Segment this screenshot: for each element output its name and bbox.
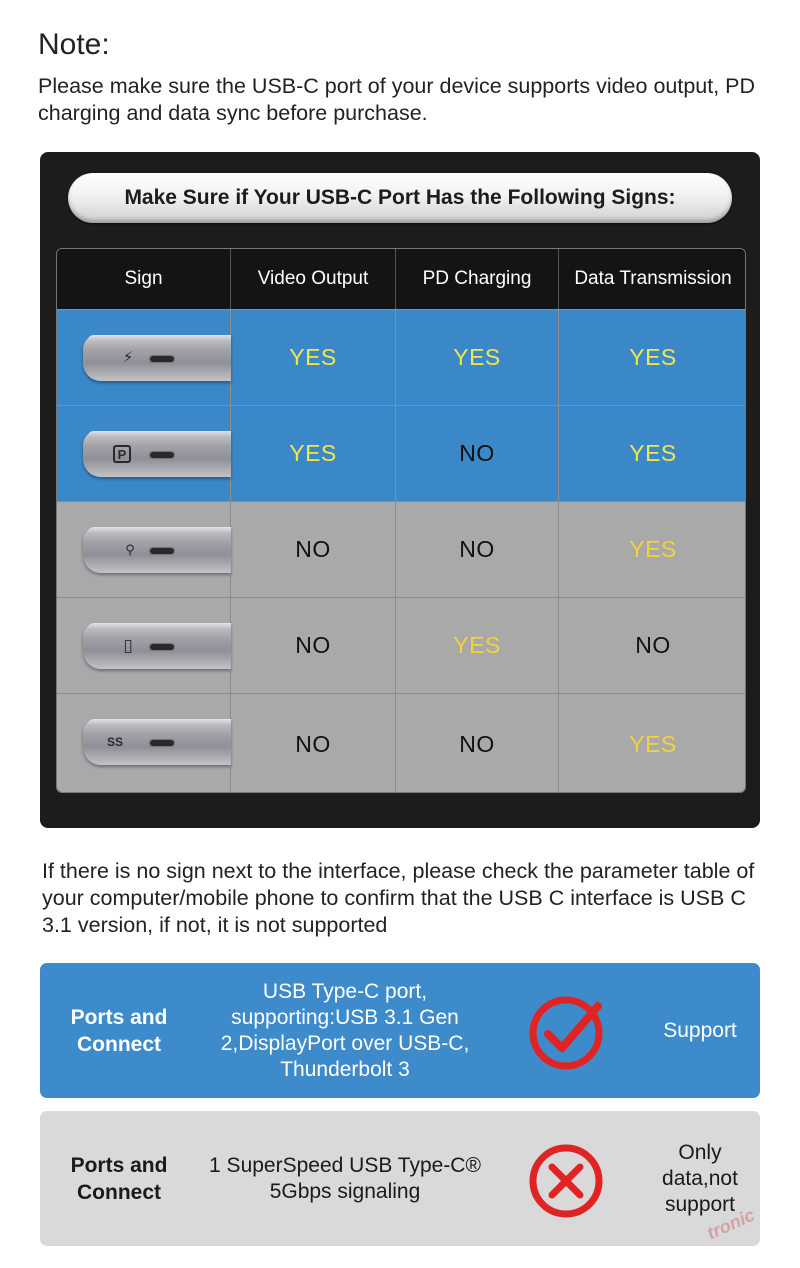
card-label: Ports and Connect (70, 1153, 168, 1204)
ss-usb-icon: SS (106, 735, 123, 749)
sign-cell (57, 406, 231, 501)
usb-c-port (149, 547, 175, 555)
compatibility-note: If there is no sign next to the interface, please check the parameter table of your computer/mobile phone to confirm that the USB C interface is USB C 3.1 version, if not, it is not supported (42, 859, 755, 937)
video-cell: YES (231, 310, 396, 405)
watermark-logo: tronic (703, 1204, 758, 1244)
x-circle-icon (526, 1138, 610, 1222)
table-row (57, 597, 746, 693)
card-description: 1 SuperSpeed USB Type-C® 5Gbps signaling (209, 1153, 481, 1203)
usb-c-port (149, 355, 175, 363)
pd-cell: YES (396, 310, 559, 405)
pd-cell: NO (396, 406, 559, 501)
laptop-port-image (57, 598, 230, 693)
card-status: Support (663, 1018, 737, 1042)
support-card (40, 963, 760, 1098)
table-row (57, 693, 746, 793)
note-text: Please make sure the USB-C port of your device supports video output, PD charging and data sync before purchase. (38, 74, 756, 125)
banner-text: Make Sure if Your USB-C Port Has the Following Signs: (124, 186, 676, 209)
check-circle-icon (526, 990, 610, 1074)
table-header (57, 249, 746, 309)
pd-cell: YES (396, 598, 559, 693)
battery-icon: ▯ (123, 636, 133, 655)
video-cell: NO (231, 502, 396, 597)
sign-cell (57, 502, 231, 597)
header-sign: Sign (57, 249, 231, 309)
banner-pill (68, 173, 732, 223)
table-row (57, 501, 746, 597)
data-cell: YES (629, 536, 677, 562)
not-support-card (40, 1111, 760, 1246)
video-cell: YES (231, 406, 396, 501)
card-description: USB Type-C port, supporting:USB 3.1 Gen 2,DisplayPort over USB-C, Thunderbolt 3 (220, 979, 470, 1081)
usb-c-port (149, 643, 175, 651)
data-cell: YES (629, 440, 677, 466)
sign-cell (57, 598, 231, 693)
pd-icon: P (113, 445, 131, 463)
pd-cell: NO (396, 502, 559, 597)
thunderbolt-icon: ⚡ (122, 349, 134, 366)
usb-c-port (149, 739, 175, 747)
video-cell: NO (231, 598, 396, 693)
laptop-port-image (57, 694, 230, 793)
laptop-port-image (57, 502, 230, 597)
laptop-port-image (57, 406, 230, 501)
compatibility-table (56, 248, 746, 793)
sign-cell (57, 310, 231, 405)
header-data-transmission: Data Transmission (574, 268, 732, 289)
laptop-port-image (57, 310, 230, 405)
sign-cell (57, 694, 231, 793)
table-row (57, 309, 746, 405)
data-cell: NO (635, 632, 671, 658)
note-title: Note: (38, 28, 110, 61)
video-cell: NO (231, 694, 396, 793)
card-status: Only data,not support (662, 1140, 738, 1216)
header-video-output: Video Output (231, 249, 396, 309)
header-pd-charging: PD Charging (396, 249, 559, 309)
usb-icon: ⚲ (125, 542, 135, 557)
usb-c-port (149, 451, 175, 459)
pd-cell: NO (396, 694, 559, 793)
data-cell: YES (629, 344, 677, 370)
data-cell: YES (629, 730, 677, 757)
table-row (57, 405, 746, 501)
card-label: Ports and Connect (70, 1005, 168, 1056)
